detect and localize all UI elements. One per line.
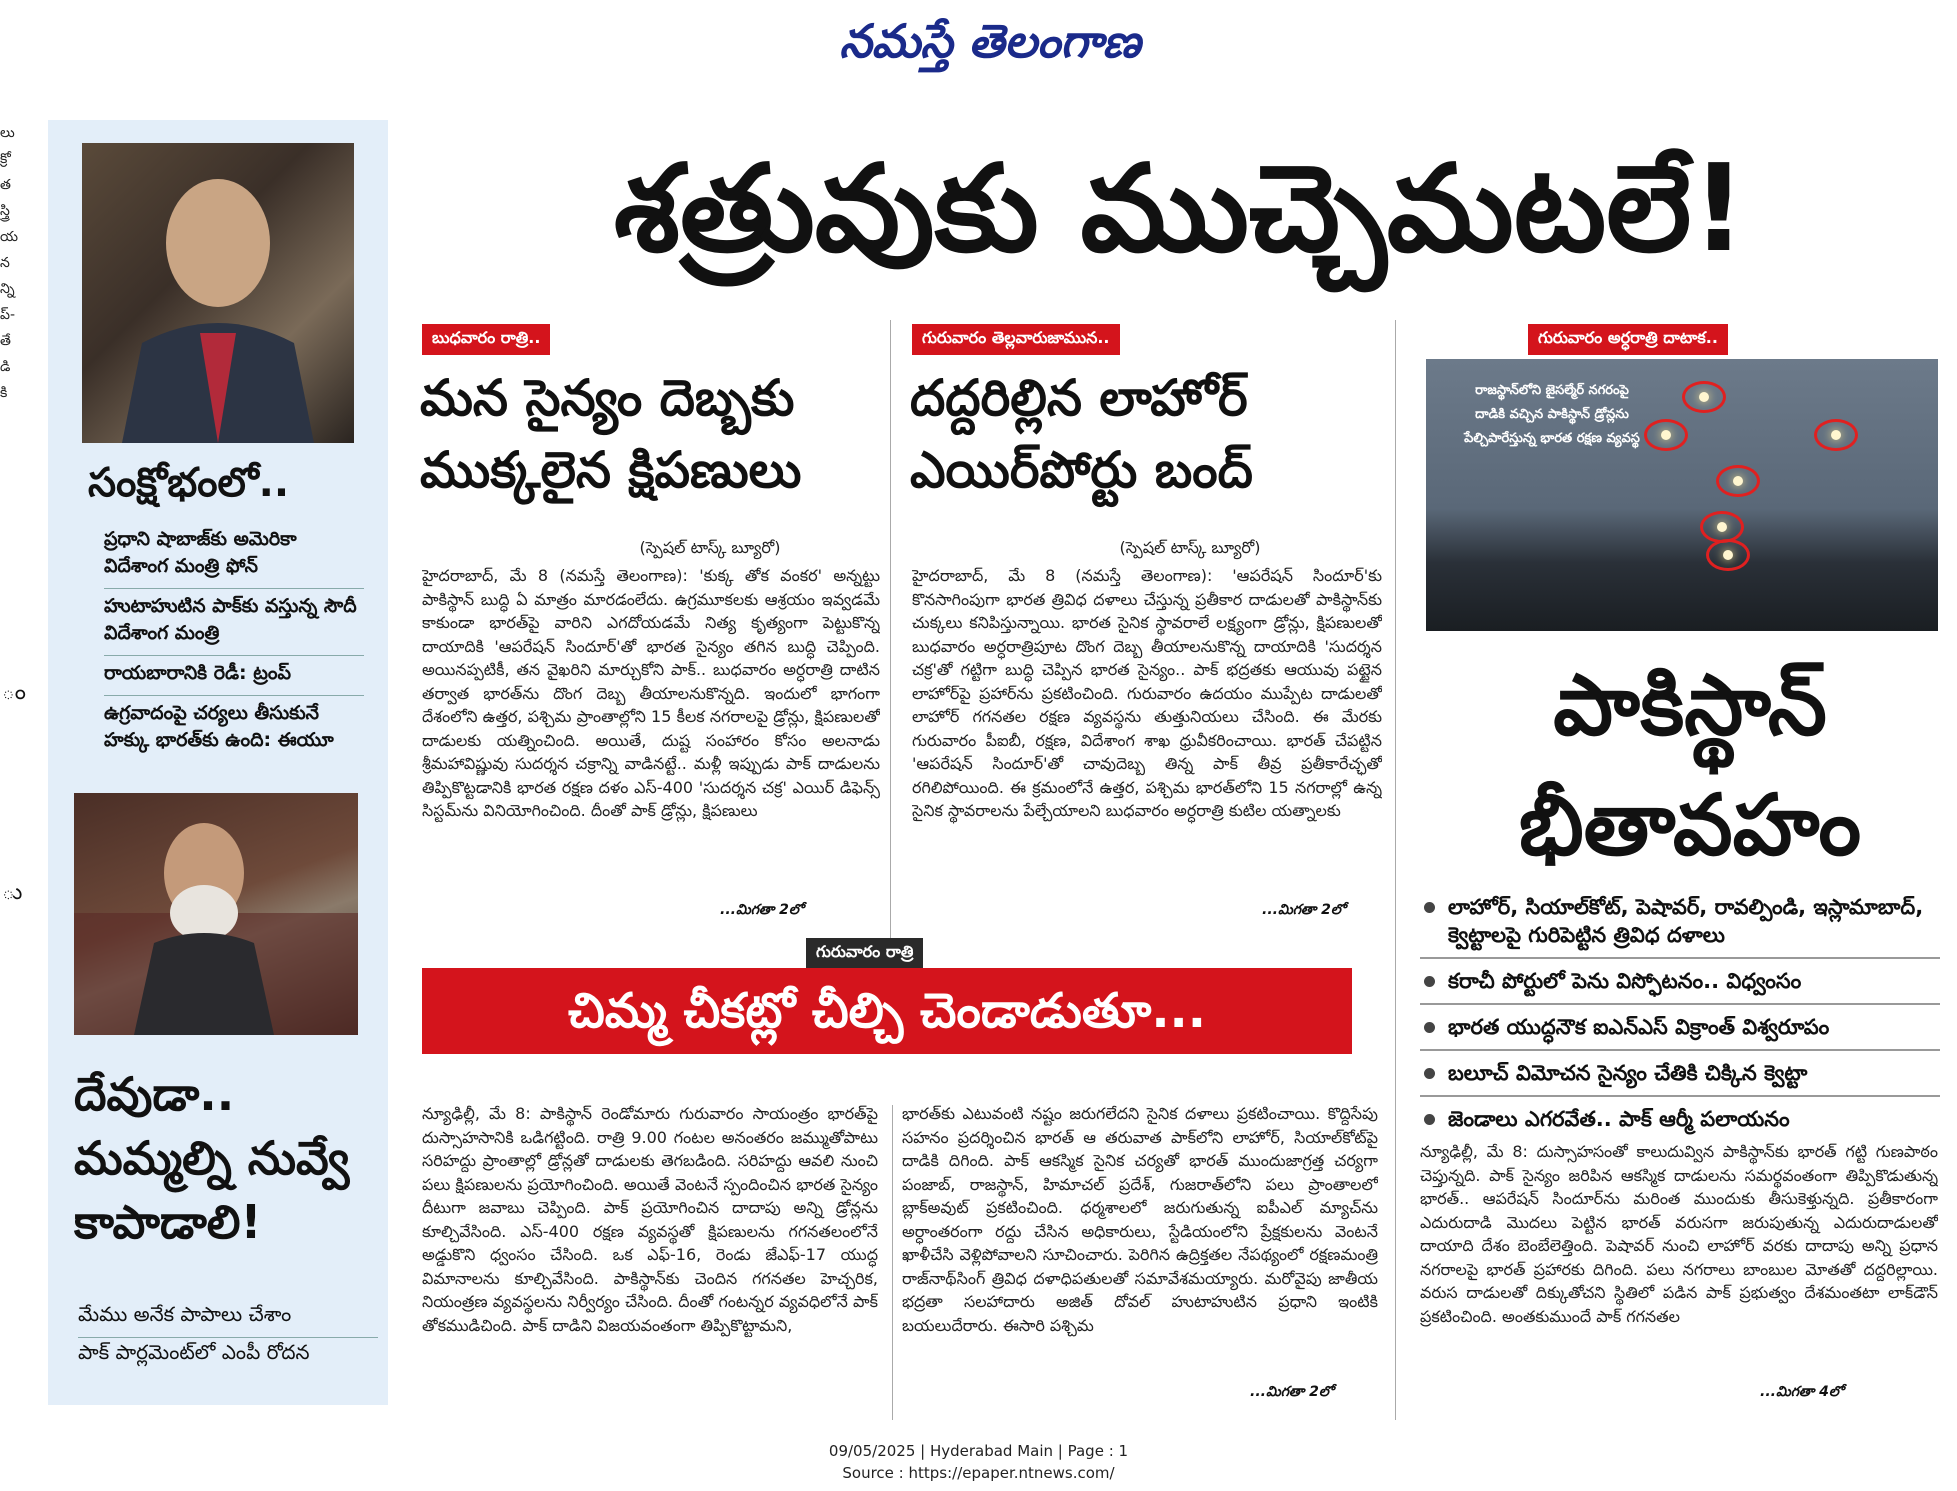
story1-tag: బుధవారం రాత్రి.. <box>422 324 550 355</box>
person-icon <box>82 143 354 443</box>
left-point: రాయబారానికి రెడీ: ట్రంప్ <box>104 656 364 696</box>
drone-marker <box>1716 465 1760 497</box>
story3-bullet: జెండాలు ఎగరవేత.. పాక్ ఆర్మీ పలాయనం <box>1420 1097 1940 1141</box>
masthead: నమస్తే తెలంగాణ <box>839 14 1141 68</box>
pm-photo <box>82 143 354 443</box>
strip-char: న్ని <box>0 281 15 297</box>
left-edge-strip <box>0 120 22 440</box>
strip-char: ప్- <box>0 307 16 323</box>
left-points <box>104 522 364 762</box>
strip-char: డి కి <box>0 359 11 401</box>
drone-marker <box>1700 511 1744 543</box>
strip-char: త <box>0 177 11 193</box>
left-point: ప్రధాని షాబాజ్‌కు అమెరికా విదేశాంగ మంత్రి ఫోన్ <box>104 522 364 589</box>
person-icon <box>74 793 358 1035</box>
page-footer <box>0 1440 1957 1484</box>
story1-body: హైదరాబాద్, మే 8 (నమస్తే తెలంగాణ): 'కుక్క తోక వంకర' అన్నట్టు పాకిస్థాన్ బుద్ధి ఏ మాత్రం మారడంలేదు. ఉగ్రమూకలకు ఆశ్రయం ఇవ్వడమే కాకుండా భారత్‌పై వారిని ఎగదోయడమే నిత్య కృత్యంగా పెట్టుకొన్న దాయాదికి 'ఆపరేషన్ సిందూర్'తో భారత సైన్యం తగిన బుద్ధి చెప్పింది. అయినప్పటికీ, తన వైఖరిని మార్చుకోని పాక్.. బుధవారం అర్ధరాత్రి దాటిన తర్వాత భారత్‌ను దొంగ దెబ్బ తీయాలనుకొన్నది. ఇందులో భాగంగా దేశంలోని ఉత్తర, పశ్చిమ ప్రాంతాల్లోని 15 కీలక నగరాలపై డ్రోన్లు, క్షిపణులతో దాడులకు యత్నించింది. అయితే, దుష్ట సంహారం కోసం అలనాడు శ్రీమహావిష్ణువు సుదర్శన చక్రాన్ని వాడినట్టే.. మళ్లీ ఇప్పుడు పాక్ దాడులను తిప్పికొట్టడానికి భారత రక్షణ దళం ఎస్-400 'సుదర్శన చక్ర' ఎయిర్ డిఫెన్స్ సిస్టమ్‌ను వినియోగించింది. దీంతో పాక్ డ్రోన్లు, క్షిపణులు <box>422 566 880 820</box>
left-edge-mark: ు <box>2 880 23 905</box>
story3-bullet: కరాచీ పోర్టులో పెను విస్ఫోటనం.. విధ్వంసం <box>1420 959 1940 1005</box>
story1-headline: మన సైన్యం దెబ్బకు ముక్కలైన క్షిపణులు <box>420 369 802 499</box>
story3-body: న్యూఢిల్లీ, మే 8: దుస్సాహసంతో కాలుదువ్విన పాకిస్థాన్‌కు భారత్ గట్టి గుణపాఠం చెప్తున్నది. పాక్ సైన్యం జరిపిన ఆకస్మిక దాడులను సమర్థవంతంగా తిప్పికొడుతున్న భారత్.. ఆపరేషన్ సిందూర్‌ను మరింత ముందుకు తీసుకెళ్తున్నది. ప్రతీకారంగా ఎదురుదాడి మొదలు పెట్టిన భారత్ వరుసగా జరుపుతున్న ఎదురుదాడులతో దాయాది దేశం బెంబేలెత్తింది. పెషావర్ నుంచి లాహోర్ వరకు దాదాపు అన్ని ప్రధాన నగరాలపై భారత్ ప్రహారకు దిగింది. పలు నగరాలు బాంబుల మోతతో దద్దరిల్లాయి. వరుస దాడులతో దిక్కుతోచని స్థితిలో పడిన పాక్ ప్రభుత్వం దేశమంతటా లాక్‌డౌన్ ప్రకటించింది. అంతకుముందే పాక్ గగనతల <box>1420 1142 1938 1326</box>
column-divider <box>890 320 891 940</box>
strip-char: న <box>0 255 10 271</box>
left-sub-1: మేము అనేక పాపాలు చేశాం <box>78 1302 378 1338</box>
footer-edition: 09/05/2025 | Hyderabad Main | Page : 1 <box>828 1442 1129 1460</box>
left-edge-mark: ం <box>2 680 26 705</box>
drone-marker <box>1682 381 1726 413</box>
drone-marker <box>1706 539 1750 571</box>
drone-marker <box>1814 419 1858 451</box>
left-sub-2: పాక్ పార్లమెంట్‌లో ఎంపీ రోదన <box>78 1340 310 1364</box>
story4-continued: ...మిగతా 2లో <box>1250 1384 1334 1400</box>
drone-marker <box>1644 419 1688 451</box>
strip-char: క్రో <box>0 151 11 167</box>
story4-tag: గురువారం రాత్రి <box>806 938 923 969</box>
story1-continued: ...మిగతా 2లో <box>720 902 804 918</box>
story4-headline: చిమ్మ చీకట్లో చీల్చి చెండాడుతూ... <box>422 968 1352 1054</box>
photo-caption: రాజస్థాన్‌లోని జైసల్మేర్ నగరంపై దాడికి వచ్చిన పాకిస్థాన్ డ్రోన్లను పేల్చిపారేస్తున్న భారత రక్షణ వ్యవస్థ <box>1464 383 1640 446</box>
footer-source: Source : https://epaper.ntnews.com/ <box>842 1464 1115 1482</box>
story2-body: హైదరాబాద్, మే 8 (నమస్తే తెలంగాణ): 'ఆపరేషన్ సిందూర్'కు కొనసాగింపుగా భారత త్రివిధ దళాలు చేస్తున్న ప్రతీకార దాడులతో పాకిస్థాన్‌కు చుక్కలు కనిపిస్తున్నాయి. భారత సైనిక స్థావరాలే లక్ష్యంగా డ్రోన్లు, క్షిపణులతో బుధవారం అర్ధరాత్రిపూట దొంగ దెబ్బ తీయాలనుకొన్న దాయాదికి 'సుదర్శన చక్ర'తో గట్టిగా బుద్ధి చెప్పిన భారత సైన్యం.. పాక్ భద్రతకు ఆయువు పట్టైన లాహోర్‌పై ప్రహార్‌ను ప్రకటించింది. గురువారం ఉదయం ముప్పేట దాడులతో లాహోర్ గగనతల రక్షణ వ్యవస్థను తుత్తునియలు చేసింది. ఈ మేరకు గురువారం పీఐబీ, రక్షణ, విదేశాంగ శాఖ ధ్రువీకరించాయి. భారత్ చేపట్టిన 'ఆపరేషన్ సిందూర్'తో చావుదెబ్బ తిన్న పాక్ తీవ్ర ప్రతీకారేచ్ఛతో రగిలిపోయింది. ఈ క్రమంలోనే ఉత్తర, పశ్చిమ భారత్‌లోని 15 నగరాల్లో ఉన్న సైనిక స్థావరాలను పేల్చేయాలని బుధవారం అర్ధరాత్రి కుటిల యత్నాలకు <box>912 566 1382 820</box>
main-headline: శత్రువుకు ముచ్చెమటలే! <box>613 140 1747 279</box>
left-point: హుటాహుటిన పాక్‌కు వస్తున్న సౌదీ విదేశాంగ మంత్రి <box>104 589 364 656</box>
story4-body-right: భారత్‌కు ఎటువంటి నష్టం జరుగలేదని సైనిక దళాలు ప్రకటించాయి. కొద్దిసేపు సహనం ప్రదర్శించిన భారత్ ఆ తరువాత పాక్‌లోని లాహోర్, సియాల్‌కోట్‌పై దాడికి దిగింది. పాక్ ఆకస్మిక సైనిక చర్యతో భారత్ ముందుజాగ్రత్త చర్యగా పంజాబ్, రాజస్థాన్, హిమాచల్ ప్రదేశ్, గుజరాత్‌లోని పలు ప్రాంతాలలో బ్లాక్‌అవుట్ ప్రకటించింది. ధర్మశాలలో జరుగుతున్న ఐపీఎల్ మ్యాచ్‌ను అర్ధాంతరంగా రద్దు చేసిన అధికారులు, స్టేడియంలోని ప్రేక్షకులను వెంటనే ఖాళీచేసి వెళ్లిపోవాలని సూచించారు. పెరిగిన ఉద్రిక్తతల నేపథ్యంలో రక్షణమంత్రి రాజ్‌నాథ్‌సింగ్ త్రివిధ దళాధిపతులతో సమావేశమయ్యారు. మరోవైపు జాతీయ భద్రతా సలహాదారు అజిత్ దోవల్ హుటాహుటిన ప్రధాని ఇంటికి బయలుదేరారు. ఈసారి పశ్చిమ <box>902 1104 1378 1335</box>
strip-char: య <box>0 229 19 245</box>
story2-headline: దద్దరిల్లిన లాహోర్ ఎయిర్‌పోర్టు బంద్ <box>910 369 1253 499</box>
story1-byline: (స్పెషల్ టాస్క్ బ్యూరో) <box>639 538 781 557</box>
story3-bullet: భారత యుద్ధనౌక ఐఎన్ఎస్ విక్రాంత్ విశ్వరూపం <box>1420 1005 1940 1051</box>
column-divider <box>892 1105 893 1420</box>
left-point: ఉగ్రవాదంపై చర్యలు తీసుకునే హక్కు భారత్‌కు ఉంది: ఈయూ <box>104 702 334 751</box>
story3-bullet: లాహోర్, సియాల్‌కోట్, పెషావర్, రావల్పిండి, ఇస్లామాబాద్, క్వెట్టాలపై గురిపెట్టిన త్రివిధ దళాలు <box>1420 885 1940 959</box>
story2-byline: (స్పెషల్ టాస్క్ బ్యూరో) <box>1119 538 1261 557</box>
drone-night-photo <box>1426 359 1938 631</box>
story3-bullets <box>1420 885 1940 1141</box>
story3-headline: పాకిస్థాన్ భీతావహం <box>1518 656 1862 874</box>
story2-continued: ...మిగతా 2లో <box>1262 902 1346 918</box>
story3-continued: ...మిగతా 4లో <box>1760 1384 1844 1400</box>
mp-photo <box>74 793 358 1035</box>
column-divider <box>1395 320 1396 1420</box>
story4-body-left: న్యూఢిల్లీ, మే 8: పాకిస్థాన్ రెండోమారు గురువారం సాయంత్రం భారత్‌పై దుస్సాహసానికి ఒడిగట్టింది. రాత్రి 9.00 గంటల అనంతరం జమ్ముతోపాటు సరిహద్దు ప్రాంతాల్లో డ్రోన్లతో దాడులకు తెగబడింది. సరిహద్దు ఆవలి నుంచి పలు క్షిపణులను ప్రయోగించింది. అయితే వెంటనే స్పందించిన భారత సైన్యం దీటుగా జవాబు చెప్పింది. పాక్ ప్రయోగించిన దాదాపు అన్ని డ్రోన్లను కూల్చివేసింది. ఎస్-400 రక్షణ వ్యవస్థతో క్షిపణులను గగనతలంలోనే అడ్డుకొని ధ్వంసం చేసింది. ఒక ఎఫ్-16, రెండు జేఎఫ్-17 యుద్ధ విమానాలను కూల్చివేసింది. పాకిస్థాన్‌కు చెందిన గగనతల హెచ్చరిక, నియంత్రణ వ్యవస్థలను నిర్వీర్యం చేసింది. దీంతో గంటన్నర వ్యవధిలోనే పాక్ తోకముడిచింది. పాక్ దాడిని విజయవంతంగా తిప్పికొట్టామని, <box>422 1104 878 1335</box>
story2-tag: గురువారం తెల్లవారుజామున.. <box>912 324 1120 355</box>
left-headline-1: సంక్షోభంలో.. <box>88 460 290 506</box>
strip-char: స్త్రి <box>0 203 10 219</box>
strip-char: తే <box>0 333 11 349</box>
left-headline-2: దేవుడా.. మమ్మల్ని నువ్వే కాపాడాలి! <box>74 1067 350 1249</box>
story3-tag: గురువారం అర్ధరాత్రి దాటాక.. <box>1528 324 1728 355</box>
strip-char: లు <box>0 125 15 141</box>
story3-bullet: బలూచ్ విమోచన సైన్యం చేతికి చిక్కిన క్వెట్టా <box>1420 1051 1940 1097</box>
